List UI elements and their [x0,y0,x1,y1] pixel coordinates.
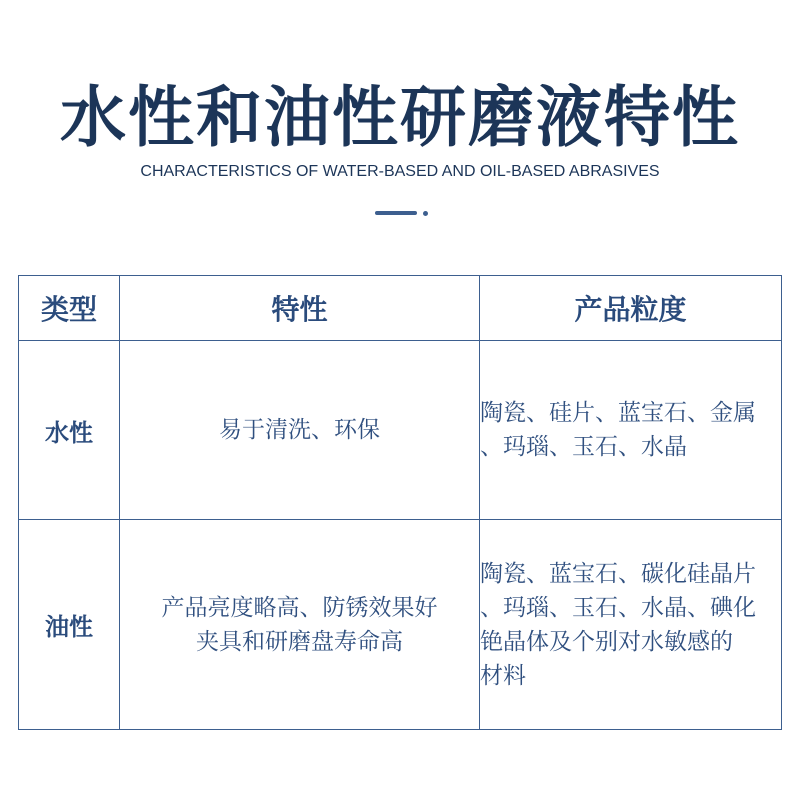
feature-line: 夹具和研磨盘寿命高 [196,628,403,655]
characteristics-table [18,275,782,730]
table-header-row [19,276,782,341]
row-features-water [120,341,480,520]
feature-line: 产品亮度略高、防锈效果好 [161,594,438,621]
row-type-oil: 油性 [19,520,120,730]
row-type-water: 水性 [19,341,120,520]
accent-bar [375,211,417,215]
row-features-oil [120,520,480,730]
header-grain: 产品粒度 [480,276,782,341]
header-type: 类型 [19,276,120,341]
page-subtitle: CHARACTERISTICS OF WATER-BASED AND OIL-BASED ABRASIVES [140,163,660,180]
feature-line: 易于清洗、环保 [219,417,380,443]
grain-line: 陶瓷、蓝宝石、碳化硅晶片 [480,560,756,587]
grain-line: 材料 [480,662,526,689]
accent-dot [423,211,428,216]
grain-line: 陶瓷、硅片、蓝宝石、金属 [480,400,756,426]
grain-line: 、玛瑙、玉石、水晶 [480,434,687,460]
grain-line: 、玛瑙、玉石、水晶、碘化 [480,594,756,621]
table-row [19,341,782,520]
grain-line: 铯晶体及个别对水敏感的 [480,628,733,655]
header-features: 特性 [120,276,480,341]
page-title: 水性和油性研磨液特性 [60,79,740,156]
row-grain-water [480,341,782,520]
table-row [19,520,782,730]
row-grain-oil [480,520,782,730]
